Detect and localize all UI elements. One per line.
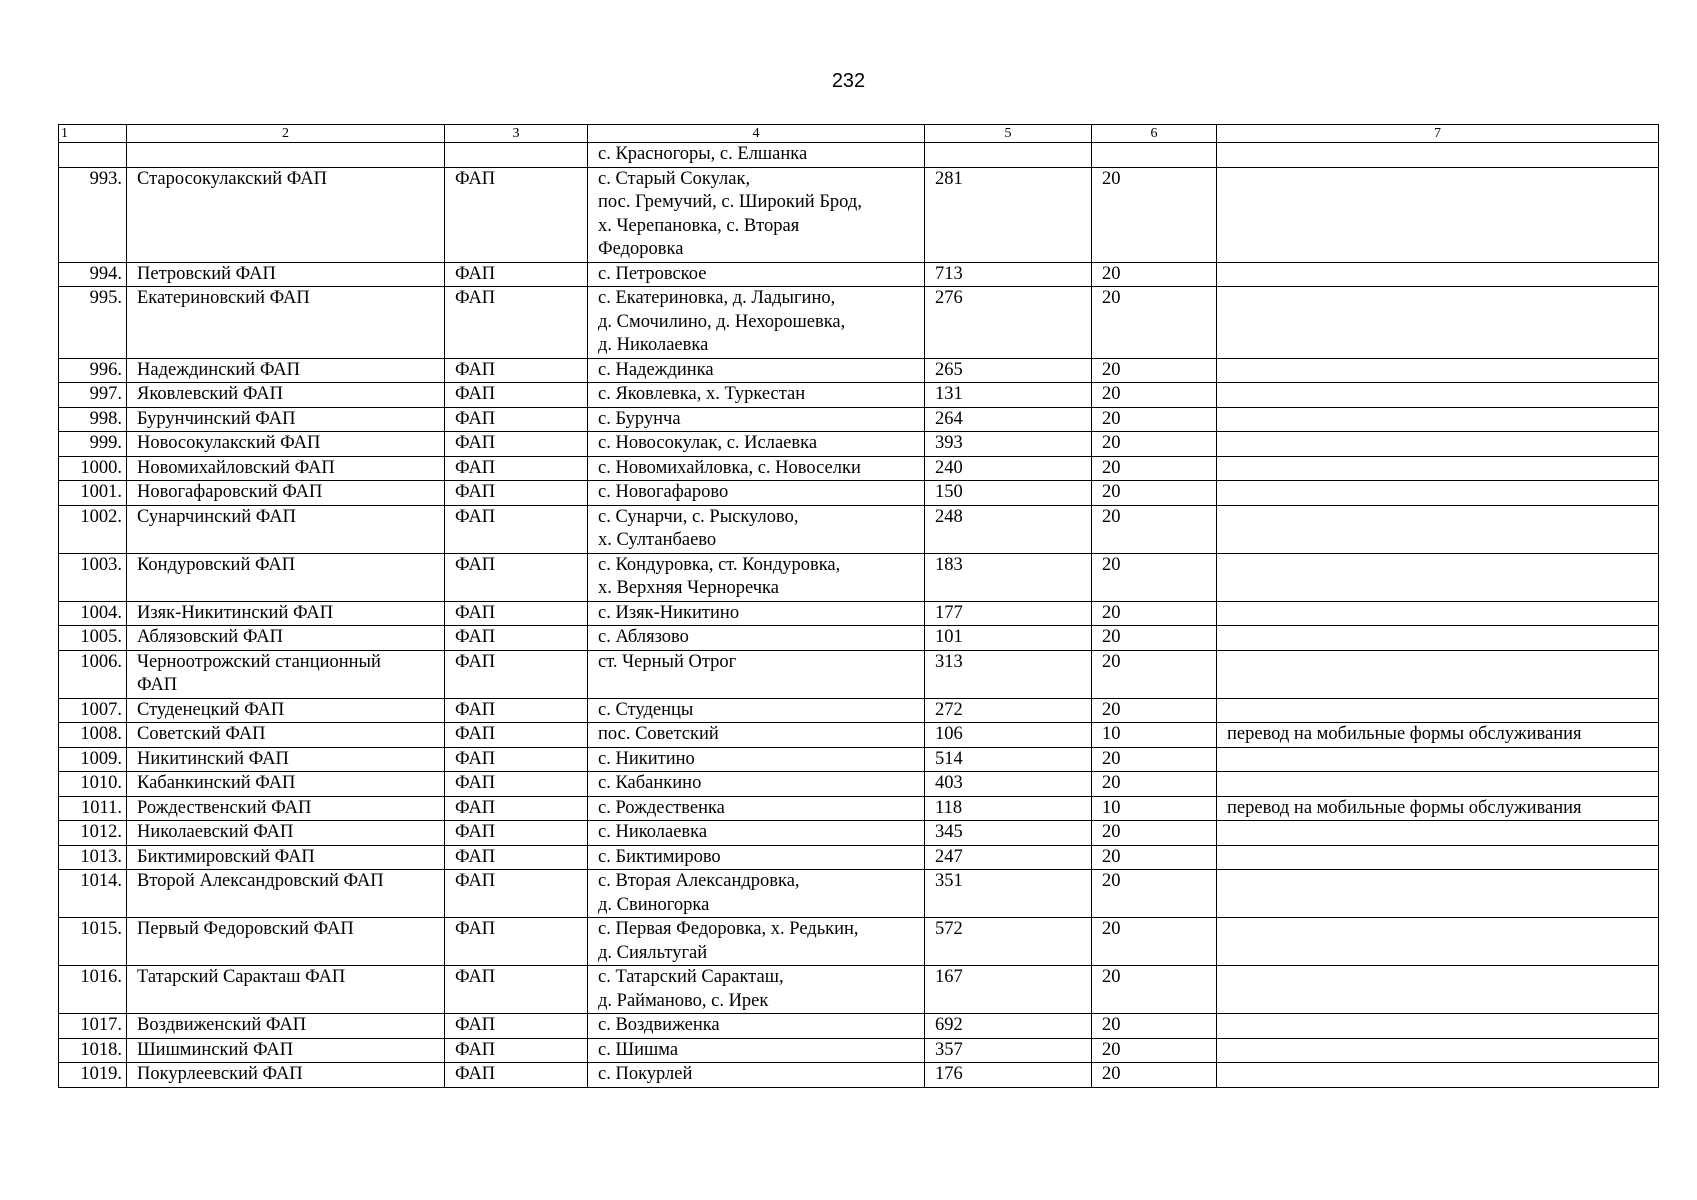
note-cell xyxy=(1217,143,1659,168)
column-number-5: 5 xyxy=(925,125,1092,143)
settlements-cell: с. Шишма xyxy=(588,1038,925,1063)
facility-type-cell: ФАП xyxy=(445,407,588,432)
distance-cell: 20 xyxy=(1092,481,1217,506)
facility-name-cell: Кондуровский ФАП xyxy=(127,553,445,601)
column-number-3: 3 xyxy=(445,125,588,143)
population-cell: 393 xyxy=(925,432,1092,457)
facility-type-cell: ФАП xyxy=(445,870,588,918)
facility-type-cell: ФАП xyxy=(445,723,588,748)
distance-cell: 20 xyxy=(1092,262,1217,287)
population-cell: 313 xyxy=(925,650,1092,698)
note-cell xyxy=(1217,918,1659,966)
row-number-cell: 993. xyxy=(59,167,127,262)
facility-name-cell: Бурунчинский ФАП xyxy=(127,407,445,432)
population-cell: 118 xyxy=(925,796,1092,821)
population-cell: 248 xyxy=(925,505,1092,553)
facility-type-cell: ФАП xyxy=(445,601,588,626)
row-number-cell: 997. xyxy=(59,383,127,408)
distance-cell: 20 xyxy=(1092,432,1217,457)
facility-name-cell: Советский ФАП xyxy=(127,723,445,748)
population-cell: 183 xyxy=(925,553,1092,601)
population-cell: 351 xyxy=(925,870,1092,918)
distance-cell: 20 xyxy=(1092,601,1217,626)
settlements-cell: с. Новогафарово xyxy=(588,481,925,506)
settlements-cell: пос. Советский xyxy=(588,723,925,748)
facility-name-cell: Старосокулакский ФАП xyxy=(127,167,445,262)
note-cell xyxy=(1217,601,1659,626)
note-cell xyxy=(1217,407,1659,432)
distance-cell: 10 xyxy=(1092,723,1217,748)
row-number-cell: 999. xyxy=(59,432,127,457)
note-cell xyxy=(1217,553,1659,601)
settlements-cell: с. Покурлей xyxy=(588,1063,925,1088)
distance-cell: 20 xyxy=(1092,287,1217,359)
population-cell: 150 xyxy=(925,481,1092,506)
settlements-cell: с. Биктимирово xyxy=(588,845,925,870)
table-row xyxy=(59,287,1659,359)
row-number-cell: 1017. xyxy=(59,1014,127,1039)
population-cell: 572 xyxy=(925,918,1092,966)
facility-name-cell: Надеждинский ФАП xyxy=(127,358,445,383)
row-number-cell: 1015. xyxy=(59,918,127,966)
table-row xyxy=(59,481,1659,506)
distance-cell: 10 xyxy=(1092,796,1217,821)
distance-cell: 20 xyxy=(1092,698,1217,723)
facility-name-cell: Второй Александровский ФАП xyxy=(127,870,445,918)
distance-cell: 20 xyxy=(1092,1038,1217,1063)
facility-name-cell: Покурлеевский ФАП xyxy=(127,1063,445,1088)
settlements-cell: с. Бурунча xyxy=(588,407,925,432)
distance-cell: 20 xyxy=(1092,358,1217,383)
note-cell xyxy=(1217,167,1659,262)
facility-type-cell: ФАП xyxy=(445,383,588,408)
facility-type-cell: ФАП xyxy=(445,358,588,383)
row-number-cell: 996. xyxy=(59,358,127,383)
row-number-cell: 1008. xyxy=(59,723,127,748)
facility-name-cell: Николаевский ФАП xyxy=(127,821,445,846)
population-cell: 403 xyxy=(925,772,1092,797)
distance-cell: 20 xyxy=(1092,772,1217,797)
settlements-cell: с. Сунарчи, с. Рыскулово, х. Султанбаево xyxy=(588,505,925,553)
row-number-cell: 1018. xyxy=(59,1038,127,1063)
row-number-cell: 1003. xyxy=(59,553,127,601)
row-number-cell: 1014. xyxy=(59,870,127,918)
note-cell xyxy=(1217,626,1659,651)
row-number-cell: 1006. xyxy=(59,650,127,698)
facility-type-cell: ФАП xyxy=(445,918,588,966)
row-number-cell: 1013. xyxy=(59,845,127,870)
facility-type-cell: ФАП xyxy=(445,698,588,723)
distance-cell: 20 xyxy=(1092,1063,1217,1088)
table-row xyxy=(59,723,1659,748)
note-cell xyxy=(1217,1014,1659,1039)
distance-cell: 20 xyxy=(1092,966,1217,1014)
row-number-cell: 994. xyxy=(59,262,127,287)
population-cell: 176 xyxy=(925,1063,1092,1088)
facility-name-cell: Новомихайловский ФАП xyxy=(127,456,445,481)
facility-name-cell: Екатериновский ФАП xyxy=(127,287,445,359)
settlements-cell: с. Николаевка xyxy=(588,821,925,846)
row-number-cell: 1002. xyxy=(59,505,127,553)
row-number-cell xyxy=(59,143,127,168)
settlements-cell: с. Кондуровка, ст. Кондуровка, х. Верхняя Черноречка xyxy=(588,553,925,601)
facility-name-cell: Кабанкинский ФАП xyxy=(127,772,445,797)
table-row xyxy=(59,383,1659,408)
facility-type-cell: ФАП xyxy=(445,505,588,553)
column-number-7: 7 xyxy=(1217,125,1659,143)
distance-cell: 20 xyxy=(1092,167,1217,262)
settlements-cell: ст. Черный Отрог xyxy=(588,650,925,698)
table-row xyxy=(59,143,1659,168)
distance-cell: 20 xyxy=(1092,918,1217,966)
table-row xyxy=(59,505,1659,553)
note-cell xyxy=(1217,1063,1659,1088)
population-cell: 281 xyxy=(925,167,1092,262)
facility-type-cell: ФАП xyxy=(445,845,588,870)
facility-name-cell: Никитинский ФАП xyxy=(127,747,445,772)
settlements-cell: с. Екатериновка, д. Ладыгино, д. Смочилино, д. Нехорошевка, д. Николаевка xyxy=(588,287,925,359)
facility-name-cell: Студенецкий ФАП xyxy=(127,698,445,723)
population-cell: 265 xyxy=(925,358,1092,383)
population-cell: 167 xyxy=(925,966,1092,1014)
table-row xyxy=(59,553,1659,601)
table-row xyxy=(59,1063,1659,1088)
distance-cell: 20 xyxy=(1092,407,1217,432)
column-number-2: 2 xyxy=(127,125,445,143)
distance-cell: 20 xyxy=(1092,456,1217,481)
table-row xyxy=(59,918,1659,966)
settlements-cell: с. Никитино xyxy=(588,747,925,772)
distance-cell: 20 xyxy=(1092,505,1217,553)
facility-name-cell: Яковлевский ФАП xyxy=(127,383,445,408)
note-cell xyxy=(1217,698,1659,723)
distance-cell: 20 xyxy=(1092,553,1217,601)
facility-type-cell xyxy=(445,143,588,168)
population-cell: 692 xyxy=(925,1014,1092,1039)
row-number-cell: 1001. xyxy=(59,481,127,506)
note-cell xyxy=(1217,358,1659,383)
table-row xyxy=(59,1014,1659,1039)
row-number-cell: 1011. xyxy=(59,796,127,821)
population-cell: 131 xyxy=(925,383,1092,408)
table-row xyxy=(59,601,1659,626)
population-cell: 106 xyxy=(925,723,1092,748)
note-cell xyxy=(1217,383,1659,408)
settlements-cell: с. Студенцы xyxy=(588,698,925,723)
note-cell xyxy=(1217,287,1659,359)
facility-name-cell: Петровский ФАП xyxy=(127,262,445,287)
facility-type-cell: ФАП xyxy=(445,287,588,359)
note-cell xyxy=(1217,481,1659,506)
table-row xyxy=(59,821,1659,846)
distance-cell: 20 xyxy=(1092,650,1217,698)
facility-name-cell: Первый Федоровский ФАП xyxy=(127,918,445,966)
settlements-cell: с. Изяк-Никитино xyxy=(588,601,925,626)
settlements-cell: с. Новомихайловка, с. Новоселки xyxy=(588,456,925,481)
table-row xyxy=(59,167,1659,262)
row-number-cell: 1007. xyxy=(59,698,127,723)
table-row xyxy=(59,626,1659,651)
distance-cell: 20 xyxy=(1092,747,1217,772)
table-row xyxy=(59,966,1659,1014)
population-cell: 240 xyxy=(925,456,1092,481)
settlements-cell: с. Первая Федоровка, х. Редькин, д. Сияльтугай xyxy=(588,918,925,966)
facility-type-cell: ФАП xyxy=(445,772,588,797)
facility-type-cell: ФАП xyxy=(445,821,588,846)
facility-type-cell: ФАП xyxy=(445,432,588,457)
table-row xyxy=(59,358,1659,383)
facility-name-cell: Черноотрожский станционный ФАП xyxy=(127,650,445,698)
note-cell: перевод на мобильные формы обслуживания xyxy=(1217,796,1659,821)
settlements-cell: с. Вторая Александровка, д. Свиногорка xyxy=(588,870,925,918)
population-cell: 276 xyxy=(925,287,1092,359)
facility-type-cell: ФАП xyxy=(445,747,588,772)
distance-cell: 20 xyxy=(1092,821,1217,846)
note-cell: перевод на мобильные формы обслуживания xyxy=(1217,723,1659,748)
table-row xyxy=(59,407,1659,432)
population-cell: 514 xyxy=(925,747,1092,772)
facility-name-cell: Биктимировский ФАП xyxy=(127,845,445,870)
distance-cell: 20 xyxy=(1092,1014,1217,1039)
settlements-cell: с. Красногоры, с. Елшанка xyxy=(588,143,925,168)
facility-name-cell: Изяк-Никитинский ФАП xyxy=(127,601,445,626)
note-cell xyxy=(1217,262,1659,287)
note-cell xyxy=(1217,870,1659,918)
table-row xyxy=(59,747,1659,772)
column-number-1: 1 xyxy=(59,125,127,143)
distance-cell: 20 xyxy=(1092,626,1217,651)
facility-type-cell: ФАП xyxy=(445,167,588,262)
row-number-cell: 1012. xyxy=(59,821,127,846)
facility-name-cell: Рождественский ФАП xyxy=(127,796,445,821)
note-cell xyxy=(1217,650,1659,698)
facility-type-cell: ФАП xyxy=(445,456,588,481)
facility-name-cell: Сунарчинский ФАП xyxy=(127,505,445,553)
row-number-cell: 998. xyxy=(59,407,127,432)
note-cell xyxy=(1217,772,1659,797)
table-row xyxy=(59,262,1659,287)
facility-name-cell xyxy=(127,143,445,168)
row-number-cell: 1005. xyxy=(59,626,127,651)
table-row xyxy=(59,698,1659,723)
population-cell: 272 xyxy=(925,698,1092,723)
table-row xyxy=(59,845,1659,870)
table-row xyxy=(59,772,1659,797)
settlements-cell: с. Рождественка xyxy=(588,796,925,821)
facility-name-cell: Шишминский ФАП xyxy=(127,1038,445,1063)
distance-cell: 20 xyxy=(1092,845,1217,870)
note-cell xyxy=(1217,505,1659,553)
row-number-cell: 1004. xyxy=(59,601,127,626)
facility-type-cell: ФАП xyxy=(445,1038,588,1063)
row-number-cell: 1009. xyxy=(59,747,127,772)
note-cell xyxy=(1217,821,1659,846)
settlements-cell: с. Аблязово xyxy=(588,626,925,651)
table-row xyxy=(59,870,1659,918)
column-number-row xyxy=(59,125,1659,143)
population-cell: 177 xyxy=(925,601,1092,626)
facility-type-cell: ФАП xyxy=(445,553,588,601)
settlements-cell: с. Старый Сокулак, пос. Гремучий, с. Широкий Брод, х. Черепановка, с. Вторая Федоровка xyxy=(588,167,925,262)
population-cell: 264 xyxy=(925,407,1092,432)
row-number-cell: 995. xyxy=(59,287,127,359)
facility-name-cell: Новосокулакский ФАП xyxy=(127,432,445,457)
distance-cell xyxy=(1092,143,1217,168)
note-cell xyxy=(1217,432,1659,457)
note-cell xyxy=(1217,845,1659,870)
distance-cell: 20 xyxy=(1092,870,1217,918)
settlements-cell: с. Татарский Саракташ, д. Райманово, с. Ирек xyxy=(588,966,925,1014)
population-cell: 713 xyxy=(925,262,1092,287)
facility-name-cell: Аблязовский ФАП xyxy=(127,626,445,651)
page-number: 232 xyxy=(831,70,866,92)
column-number-6: 6 xyxy=(1092,125,1217,143)
note-cell xyxy=(1217,966,1659,1014)
facility-name-cell: Татарский Саракташ ФАП xyxy=(127,966,445,1014)
facility-type-cell: ФАП xyxy=(445,626,588,651)
facility-type-cell: ФАП xyxy=(445,796,588,821)
note-cell xyxy=(1217,747,1659,772)
settlements-cell: с. Новосокулак, с. Ислаевка xyxy=(588,432,925,457)
row-number-cell: 1010. xyxy=(59,772,127,797)
table-row xyxy=(59,650,1659,698)
settlements-cell: с. Надеждинка xyxy=(588,358,925,383)
facility-type-cell: ФАП xyxy=(445,262,588,287)
table-row xyxy=(59,432,1659,457)
facility-type-cell: ФАП xyxy=(445,1063,588,1088)
table-row xyxy=(59,456,1659,481)
facility-name-cell: Воздвиженский ФАП xyxy=(127,1014,445,1039)
distance-cell: 20 xyxy=(1092,383,1217,408)
column-number-4: 4 xyxy=(588,125,925,143)
population-cell: 247 xyxy=(925,845,1092,870)
table-row xyxy=(59,1038,1659,1063)
population-cell: 357 xyxy=(925,1038,1092,1063)
facility-type-cell: ФАП xyxy=(445,1014,588,1039)
row-number-cell: 1000. xyxy=(59,456,127,481)
settlements-cell: с. Петровское xyxy=(588,262,925,287)
facility-type-cell: ФАП xyxy=(445,650,588,698)
population-cell xyxy=(925,143,1092,168)
row-number-cell: 1019. xyxy=(59,1063,127,1088)
facility-name-cell: Новогафаровский ФАП xyxy=(127,481,445,506)
settlements-cell: с. Воздвиженка xyxy=(588,1014,925,1039)
population-cell: 101 xyxy=(925,626,1092,651)
facility-type-cell: ФАП xyxy=(445,481,588,506)
table-row xyxy=(59,796,1659,821)
note-cell xyxy=(1217,1038,1659,1063)
registry-table xyxy=(58,124,1659,1088)
settlements-cell: с. Яковлевка, х. Туркестан xyxy=(588,383,925,408)
row-number-cell: 1016. xyxy=(59,966,127,1014)
settlements-cell: с. Кабанкино xyxy=(588,772,925,797)
note-cell xyxy=(1217,456,1659,481)
population-cell: 345 xyxy=(925,821,1092,846)
facility-type-cell: ФАП xyxy=(445,966,588,1014)
